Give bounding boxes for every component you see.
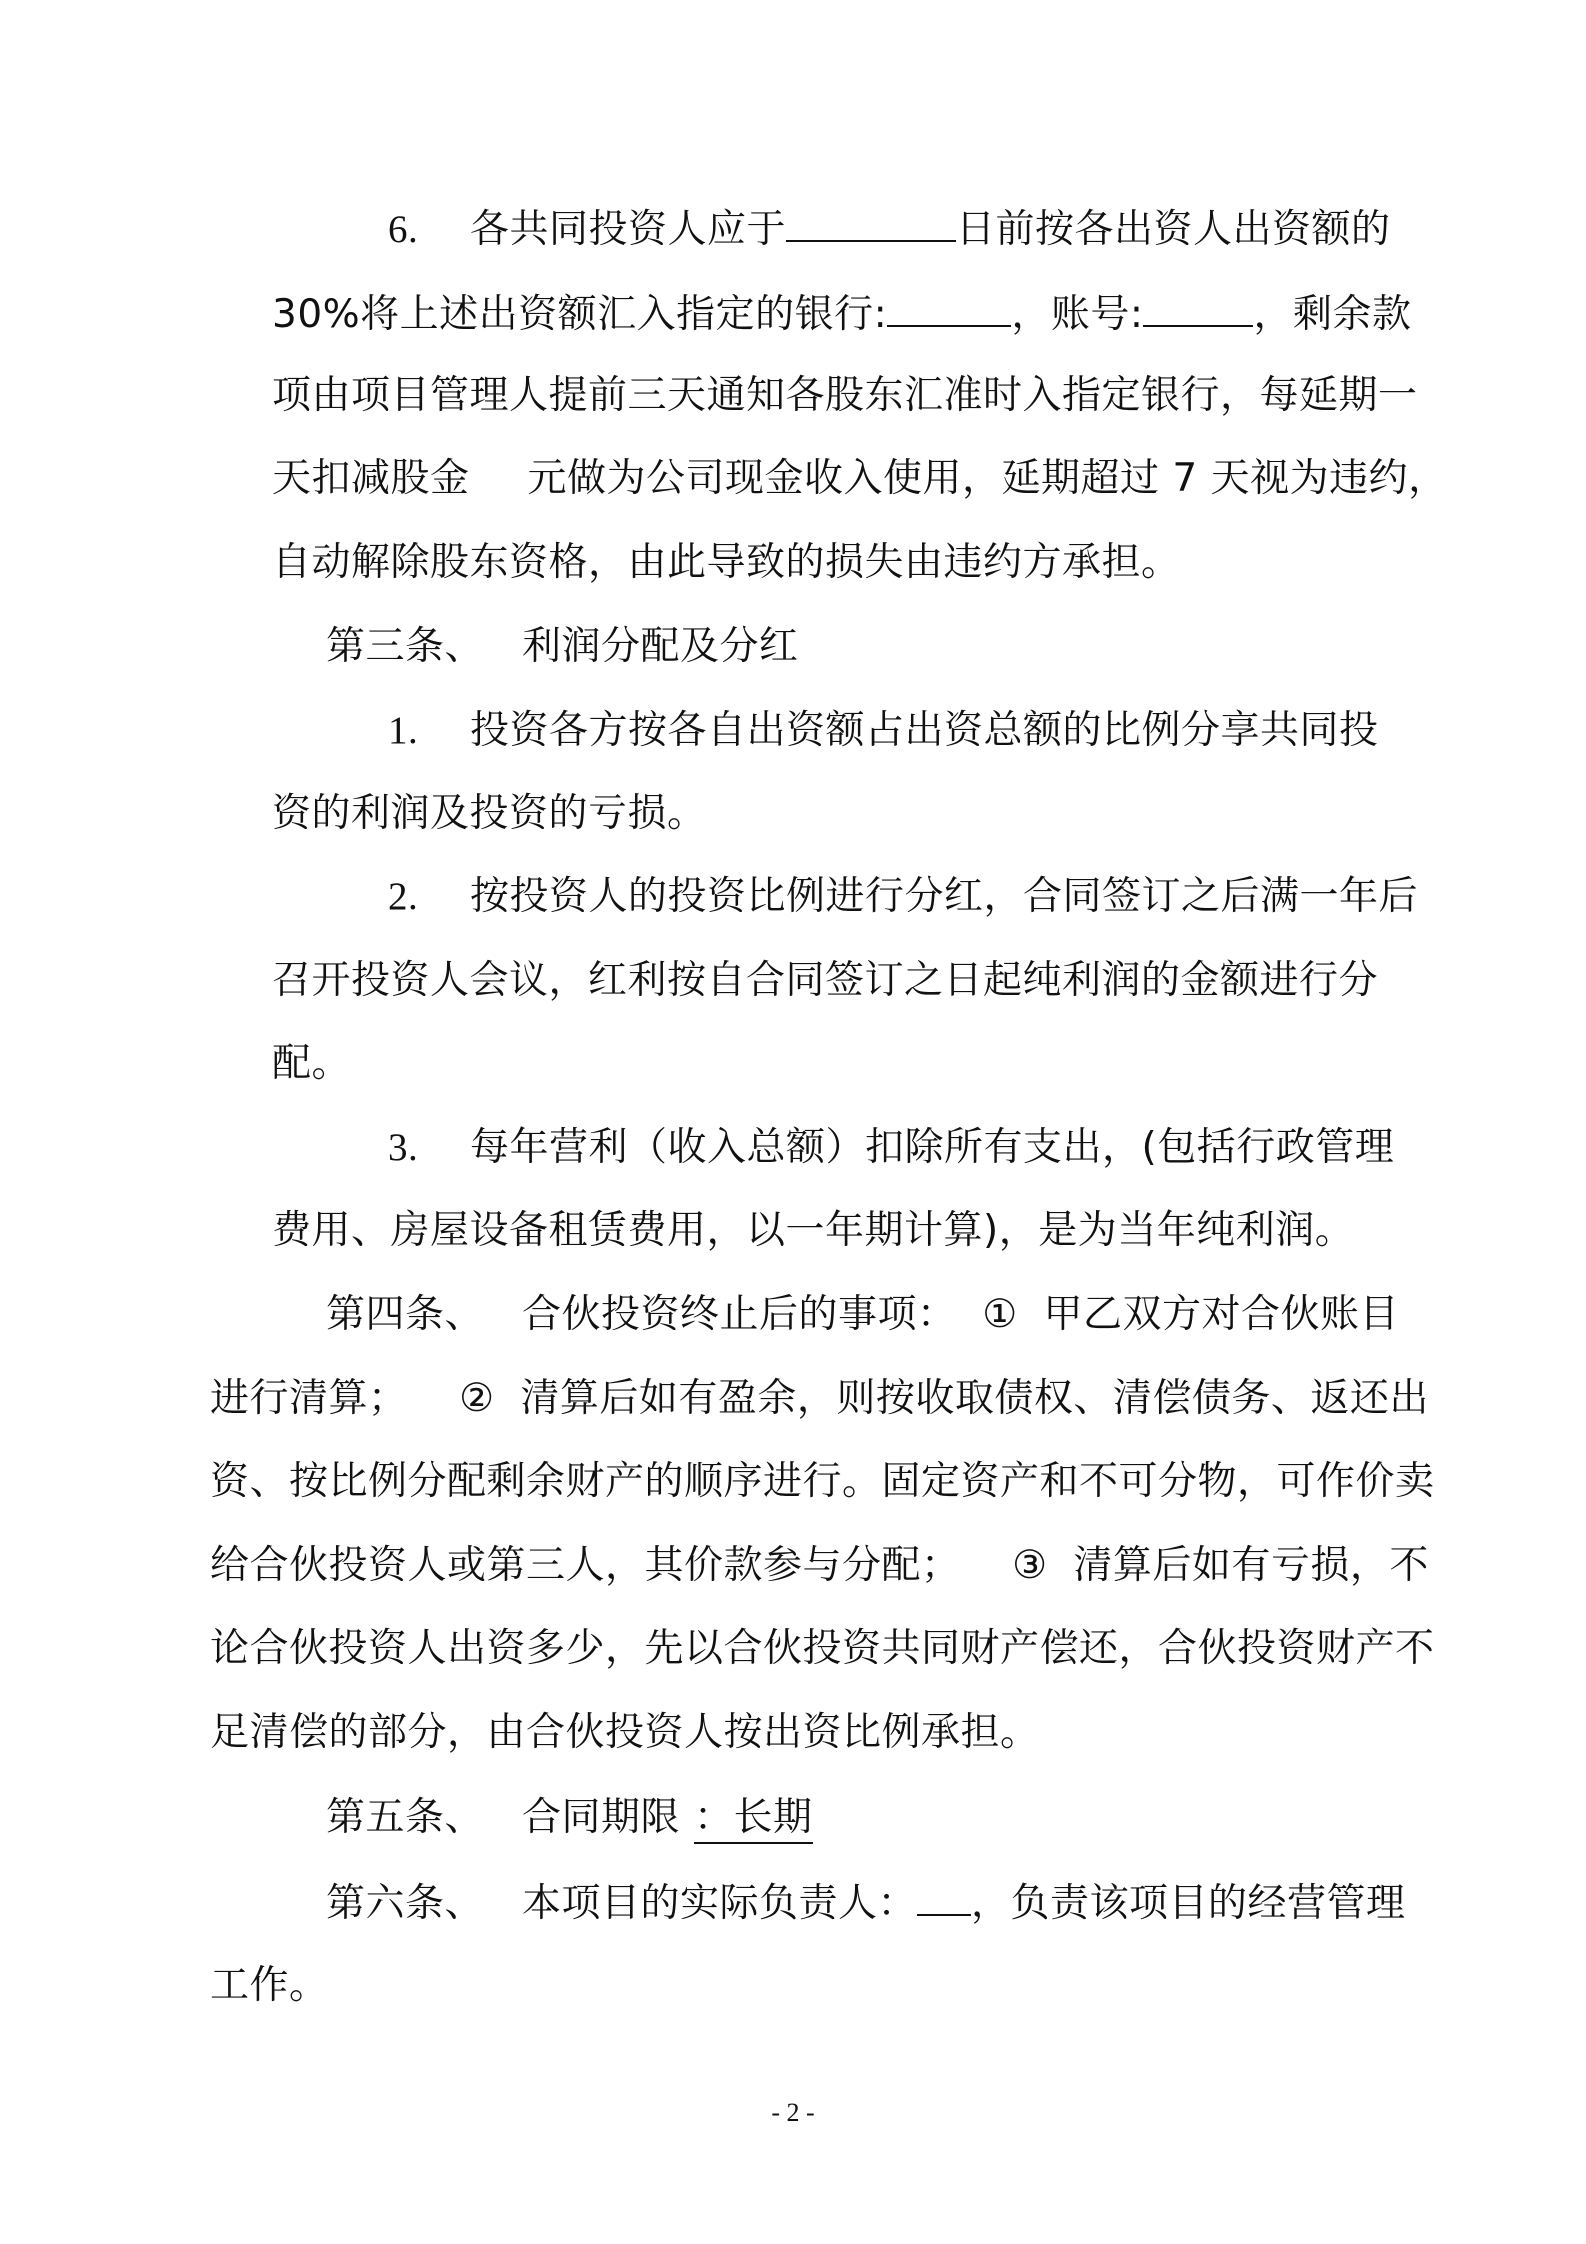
item6-line-3: 项由项目管理人提前三天通知各股东汇准时入指定银行，每延期一: [272, 373, 1418, 418]
article4-line-4: 给合伙投资人或第三人，其价款参与分配； ③ 清算后如有亏损，不: [210, 1543, 1429, 1588]
article3-p3-number: 3.: [388, 1126, 419, 1169]
account-blank: [1143, 285, 1253, 327]
article3-p1-line-1: [388, 703, 1379, 759]
contract-term-value: ：长期: [694, 1795, 813, 1844]
item6-line-1: [388, 200, 1391, 258]
article3-p3-line-1: [388, 1120, 1394, 1176]
item6-bank-label: 30%将上述出资额汇入指定的银行:: [272, 292, 888, 337]
item6-text-a: 各共同投资人应于: [470, 207, 787, 252]
item6-line-2: [272, 285, 1411, 343]
article3-p1-number: 1.: [388, 709, 419, 752]
article3-heading: [326, 619, 799, 675]
article4-line-3: 资、按比例分配剩余财产的顺序进行。固定资产和不可分物，可作价卖: [210, 1459, 1435, 1504]
item6-account-label: ，账号:: [1011, 292, 1144, 337]
article6-text-a: 本项目的实际负责人：: [522, 1881, 918, 1926]
article5-line: [326, 1790, 813, 1846]
page-number: - 2 -: [771, 2098, 815, 2127]
article4-line-1: [326, 1287, 1399, 1343]
date-blank: [786, 200, 956, 242]
article3-title: 利润分配及分红: [522, 624, 799, 669]
article3-p3-text: 每年营利（收入总额）扣除所有支出，(包括行政管理: [470, 1125, 1395, 1170]
article6-label: 第六条、: [326, 1881, 485, 1926]
manager-blank: [917, 1874, 971, 1916]
article5-text: 合同期限: [522, 1795, 681, 1840]
article5-label: 第五条、: [326, 1795, 485, 1840]
article3-p2-text: 按投资人的投资比例进行分红，合同签订之后满一年后: [470, 874, 1419, 919]
article3-p2-line-1: [388, 869, 1418, 925]
article3-p1-line-2: 资的利润及投资的亏损。: [272, 791, 707, 836]
item6-remaining: ，剩余款: [1253, 292, 1412, 337]
article3-p3-line-2: 费用、房屋设备租赁费用，以一年期计算)，是为当年纯利润。: [272, 1208, 1355, 1253]
article3-p2-number: 2.: [388, 875, 419, 918]
item6-number: 6.: [388, 208, 419, 251]
article6-line-1: [326, 1874, 1406, 1932]
article4-text-1: 合伙投资终止后的事项： ① 甲乙双方对合伙账目: [522, 1292, 1400, 1337]
article3-label: 第三条、: [326, 624, 485, 669]
article6-line-2: 工作。: [210, 1963, 329, 2008]
article4-line-2: 进行清算； ② 清算后如有盈余，则按收取债权、清偿债务、返还出: [210, 1376, 1429, 1421]
item6-deduct-label: 天扣减股金: [272, 456, 470, 501]
bank-blank: [887, 285, 1011, 327]
article3-p2-line-2: 召开投资人会议，红利按自合同签订之日起纯利润的金额进行分: [272, 958, 1379, 1003]
item6-line-4: [272, 451, 1448, 507]
article4-line-6: 足清偿的部分，由合伙投资人按出资比例承担。: [210, 1710, 1040, 1755]
item6-deduct-text: 元做为公司现金收入使用，延期超过 7 天视为违约，: [527, 456, 1448, 501]
article4-line-5: 论合伙投资人出资多少，先以合伙投资共同财产偿还，合伙投资财产不: [210, 1626, 1435, 1671]
article6-text-b: ，负责该项目的经营管理: [971, 1881, 1406, 1926]
article4-label: 第四条、: [326, 1292, 485, 1337]
item6-line-5: 自动解除股东资格，由此导致的损失由违约方承担。: [272, 540, 1181, 585]
item6-text-b: 日前按各出资人出资额的: [956, 207, 1391, 252]
article3-p1-text: 投资各方按各自出资额占出资总额的比例分享共同投: [470, 708, 1379, 753]
article3-p2-line-3: 配。: [272, 1041, 352, 1086]
